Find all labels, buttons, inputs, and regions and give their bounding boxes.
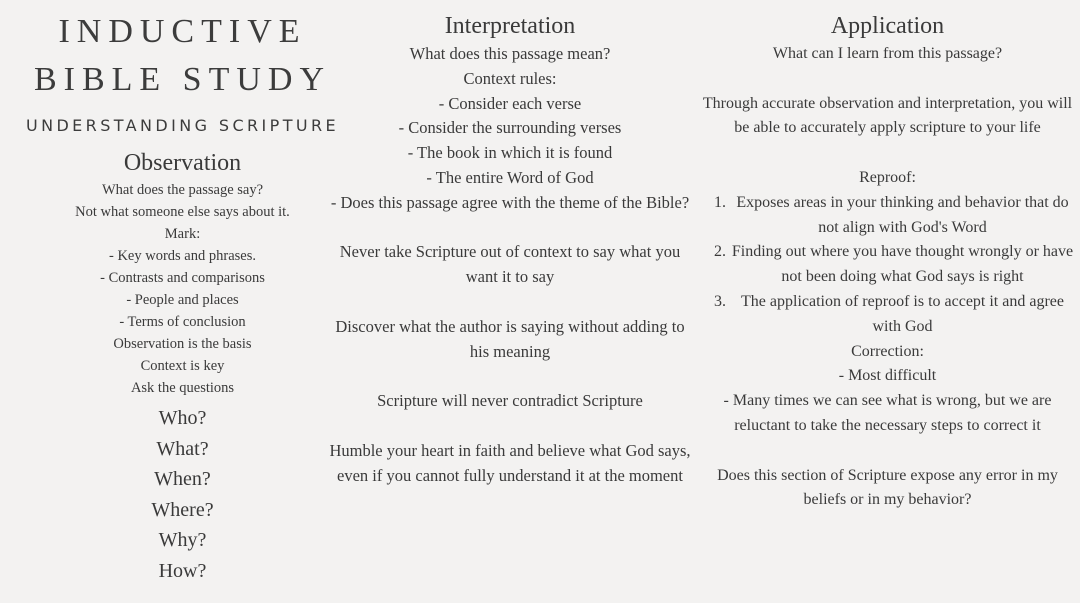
interpretation-line: - Consider the surrounding verses	[398, 118, 622, 138]
interpretation-line: - The entire Word of God	[426, 167, 594, 187]
reproof-text: Exposes areas in your thinking and behavior that do not align with God's Word	[736, 193, 1069, 236]
interpretation-heading: Interpretation	[444, 13, 576, 39]
observation-line: Context is key	[140, 358, 225, 374]
reproof-number: 1.	[714, 193, 726, 211]
reproof-text: The application of reproof is to accept it and agree with God	[741, 292, 1064, 335]
question-what: What?	[156, 437, 209, 460]
question-how: How?	[158, 559, 207, 582]
reproof-label: Reproof:	[859, 168, 916, 186]
question-why: Why?	[158, 529, 207, 551]
reproof-item	[700, 290, 1075, 340]
observation-line: Observation is the basis	[113, 336, 252, 352]
interpretation-principle: Never take Scripture out of context to say what you want it to say	[339, 242, 681, 287]
application-intro: Through accurate observation and interpretation, you will be able to accurately apply scripture to your life	[702, 94, 1073, 137]
question-where: Where?	[151, 498, 214, 521]
interpretation-line: - Consider each verse	[438, 93, 582, 113]
interpretation-line: What does this passage mean?	[409, 44, 611, 63]
observation-line: What does the passage say?	[101, 182, 264, 198]
observation-line: - Contrasts and comparisons	[100, 270, 265, 286]
interpretation-column	[325, 0, 695, 488]
correction-label: Correction:	[851, 342, 924, 360]
reproof-number: 3.	[714, 292, 726, 310]
correction-item: - Most difficult	[838, 367, 937, 385]
application-column	[700, 0, 1075, 513]
reproof-text: Finding out where you have thought wrongly or have not been doing what God says is right	[731, 243, 1074, 286]
application-question: What can I learn from this passage?	[772, 45, 1003, 62]
question-when: When?	[154, 468, 211, 490]
interpretation-line: - Does this passage agree with the theme of the Bible?	[330, 192, 690, 212]
observation-line: Not what someone else says about it.	[75, 204, 290, 220]
reproof-number: 2.	[714, 243, 726, 261]
observation-line: Ask the questions	[130, 380, 235, 396]
observation-line: - Terms of conclusion	[119, 314, 246, 330]
title-line-1: INDUCTIVE	[58, 13, 307, 50]
title-line-2: BIBLE STUDY	[33, 61, 332, 98]
observation-heading: Observation	[123, 150, 242, 176]
interpretation-line: - The book in which it is found	[407, 143, 613, 163]
interpretation-principle: Scripture will never contradict Scripture	[377, 391, 643, 411]
correction-item: - Many times we can see what is wrong, but we are reluctant to take the necessary steps to correct it	[723, 392, 1052, 434]
observation-line: Mark:	[164, 226, 201, 242]
interpretation-principle: Discover what the author is saying without adding to his meaning	[335, 316, 685, 361]
reproof-item	[700, 191, 1075, 241]
observation-column	[0, 0, 365, 586]
application-heading: Application	[830, 13, 945, 39]
interpretation-line: Context rules:	[463, 68, 557, 88]
reproof-item	[700, 240, 1075, 290]
observation-line: - Key words and phrases.	[109, 248, 256, 264]
subtitle: UNDERSTANDING SCRIPTURE	[25, 116, 340, 135]
question-who: Who?	[158, 407, 207, 429]
interpretation-principle: Humble your heart in faith and believe what God says, even if you cannot fully understand it at the moment	[329, 440, 691, 485]
observation-line: - People and places	[126, 292, 239, 308]
closing-question: Does this section of Scripture expose any error in my beliefs or in my behavior?	[717, 466, 1058, 509]
